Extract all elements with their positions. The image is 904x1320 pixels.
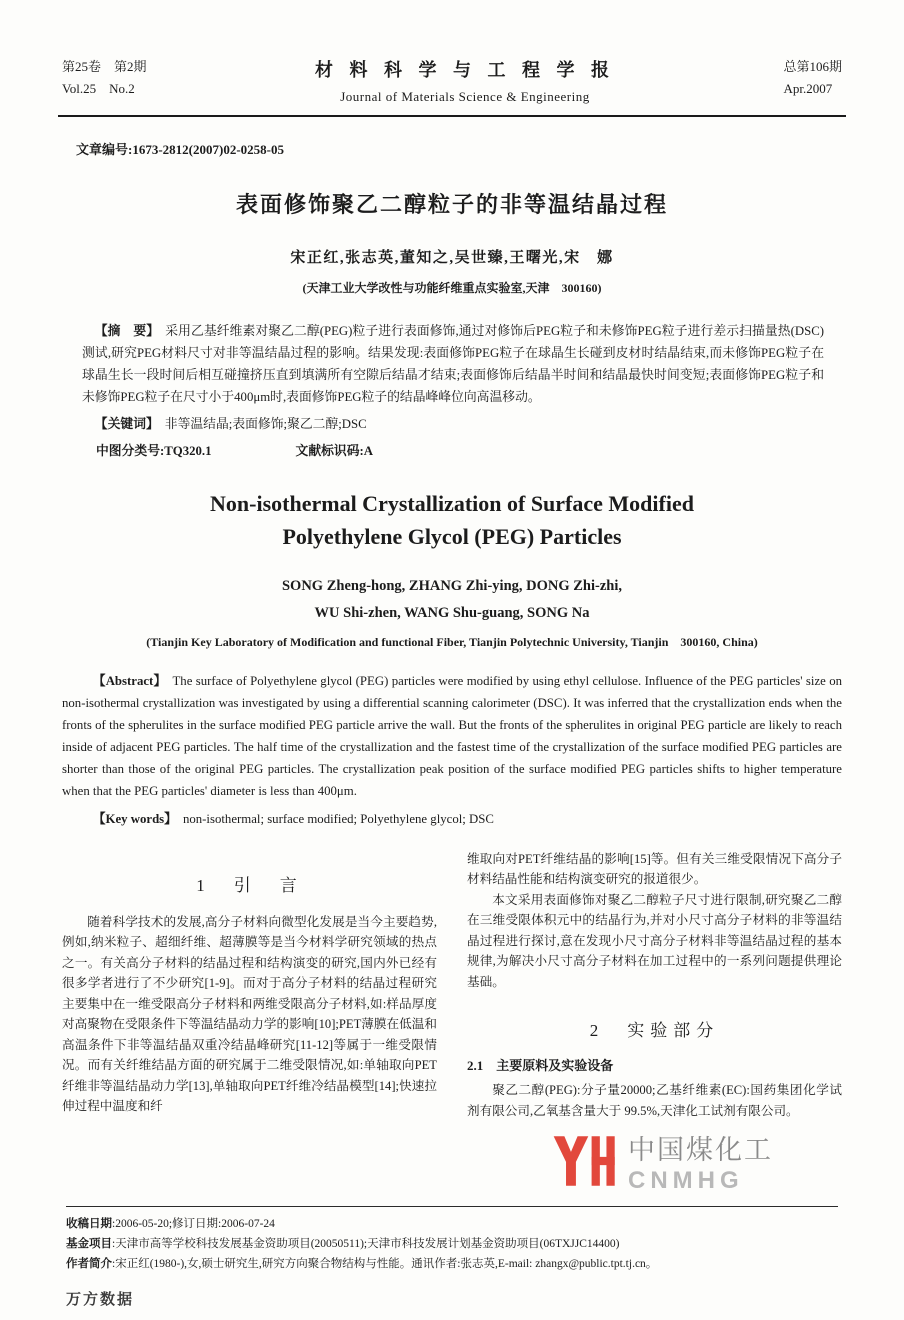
keywords-text-en: non-isothermal; surface modified; Polyethylene glycol; DSC <box>182 811 494 826</box>
journal-header <box>0 0 904 111</box>
watermark <box>548 1120 810 1202</box>
volume-issue-block <box>62 56 147 100</box>
keywords-label-cn: 【关键词】 <box>94 417 159 431</box>
watermark-text-en: CNMHG <box>628 1166 744 1194</box>
watermark-text-block <box>628 1128 773 1195</box>
received-date-line <box>66 1215 838 1235</box>
affiliation-en: (Tianjin Key Laboratory of Modification and functional Fiber, Tianjin Polytechnic University, Tianjin 300160, China) <box>146 634 758 649</box>
left-column <box>62 849 437 1122</box>
abstract-text-cn: 采用乙基纤维素对聚乙二醇(PEG)粒子进行表面修饰,通过对修饰后PEG粒子和未修饰PEG粒子进行差示扫描量热(DSC)测试,研究PEG材料尺寸对非等温结晶过程的影响。结果发现:表面修饰PEG粒子在球晶生长碰到皮材时结晶结束,而未修饰PEG粒子在球晶生长一段时间后相互碰撞挤压直到填满所有空隙后结晶才结束;表面修饰后结晶半时间和结晶最快时间变短;表面修饰PEG粒子和未修饰PEG粒子在尺寸小于400μm时,表面修饰PEG粒子的结晶峰峰位向高温移动。 <box>82 324 824 404</box>
keywords-en <box>62 808 842 827</box>
authors-en-line1: SONG Zheng-hong, ZHANG Zhi-ying, DONG Zhi-zhi, <box>281 578 622 594</box>
abstract-text-en: The surface of Polyethylene glycol (PEG) particles were modified by using ethyl cellulose. Influence of the PEG particles' size on non-isothermal crystallization was investigated by using a differential scanning calorimeter (DSC). It was inferred that the crystallization ends when the fronts of the spherulites in the surface modified PEG particle arrive the wall. But the fronts of the spherulites in original PEG particle are likely to reach inside of adjacent PEG particles. The half time of the crystallization and the fastest time of the crystallization of the surface modified PEG particles are shorter than those of the original PEG particles. The crystallization peak position of the surface modified PEG particles shifts to higher temperature when that the PEG particles' diameter is less than 400μm. <box>62 673 842 798</box>
fund-project-line <box>66 1235 838 1255</box>
section-2-1-heading: 2.1 主要原料及实验设备 <box>467 1058 614 1074</box>
header-rule <box>58 115 846 117</box>
wanfang-data-mark: 万方数据 <box>66 1292 135 1309</box>
issue-block <box>783 56 842 100</box>
authors-en-line2: WU Shi-zhen, WANG Shu-guang, SONG Na <box>314 604 590 621</box>
author-bio-label: 作者简介 <box>66 1257 112 1270</box>
purpose-paragraph: 本文采用表面修饰对聚乙二醇粒子尺寸进行限制,研究聚乙二醇在三维受限体积元中的结晶行为,并对小尺寸高分子材料的非等温结晶过程进行探讨,意在发现小尺寸高分子材料非等温结晶过程的基本规律,为解决小尺寸高分子材料在加工过程中的一系列问题提供理论基础。 <box>467 892 842 989</box>
section-1-heading: 1 引 言 <box>196 875 303 895</box>
keywords-cn <box>82 413 824 432</box>
coal-chem-logo-icon <box>552 1129 618 1193</box>
article-number: 文章编号:1673-2812(2007)02-0258-05 <box>76 142 284 157</box>
journal-title-cn: 材 料 科 学 与 工 程 学 报 <box>315 60 615 80</box>
authors-en <box>0 573 904 627</box>
watermark-text-cn: 中国煤化工 <box>628 1134 773 1165</box>
title-en-line1: Non-isothermal Crystallization of Surface Modified <box>210 491 694 516</box>
title-en-line2: Polyethylene Glycol (PEG) Particles <box>282 524 622 549</box>
footnote-rule <box>66 1206 838 1207</box>
abstract-label-en: 【Abstract】 <box>92 673 167 688</box>
body-columns <box>62 849 842 1122</box>
author-bio-line <box>66 1255 838 1275</box>
abstract-cn <box>82 320 824 408</box>
authors-cn: 宋正红,张志英,董知之,吴世臻,王曙光,宋 娜 <box>290 250 614 266</box>
issue-total: 总第106期 <box>783 59 842 74</box>
author-bio-text: :宋正红(1980-),女,硕士研究生,研究方向聚合物结构与性能。通讯作者:张志英,E-mail: zhangx@public.tpt.tj.cn。 <box>112 1257 658 1270</box>
keywords-label-en: 【Key words】 <box>92 811 177 826</box>
fund-project-text: :天津市高等学校科技发展基金资助项目(20050511);天津市科技发展计划基金资助项目(06TXJJC14400) <box>112 1237 620 1250</box>
title-cn: 表面修饰聚乙二醇粒子的非等温结晶过程 <box>235 192 668 217</box>
issue-date: Apr.2007 <box>783 81 833 97</box>
footnotes <box>66 1206 838 1309</box>
materials-paragraph: 聚乙二醇(PEG):分子量20000;乙基纤维素(EC):国药集团化学试剂有限公司,乙氧基含量大于 99.5%,天津化工试剂有限公司。 <box>467 1083 842 1118</box>
volume-cn: 第25卷 第2期 <box>62 59 147 74</box>
right-column <box>467 849 842 1122</box>
clc-number: 中图分类号:TQ320.1 <box>96 444 212 458</box>
introduction-paragraph: 随着科学技术的发展,高分子材料向微型化发展是当今主要趋势,例如,纳米粒子、超细纤维、超薄膜等是当今材料学研究领域的热点之一。有关高分子材料的结晶过程和结构演变的研究,国内外已经有很多学者进行了不少研究[1-9]。而对于高分子材料的结晶过程研究主要集中在一维受限高分子材料和两维受限高分子材料,如:样品厚度对高聚物在受限条件下等温结晶动力学的影响[10];PET薄膜在低温和高温条件下非等温结晶双重冷结晶峰研究[11-12]等属于一维受限情况。而有关纤维结晶方面的研究属于二维受限情况,如:单轴取向PET纤维非等温结晶动力学[13],单轴取向PET纤维冷结晶模型[14];快速拉伸过程中温度和纤 <box>62 914 437 1114</box>
volume-en: Vol.25 No.2 <box>62 81 135 97</box>
abstract-label-cn: 【摘 要】 <box>94 324 160 338</box>
section-2-heading: 2 实验部分 <box>589 1021 720 1041</box>
introduction-continued-paragraph: 维取向对PET纤维结晶的影响[15]等。但有关三维受限情况下高分子材料结晶性能和结构演变研究的报道很少。 <box>467 851 842 887</box>
clc-line <box>96 440 904 459</box>
journal-title-en: Journal of Materials Science & Engineering <box>340 89 590 104</box>
title-en <box>0 487 904 553</box>
received-date-label: 收稿日期 <box>66 1218 112 1230</box>
journal-title-block <box>147 56 784 105</box>
abstract-en <box>62 670 842 802</box>
doc-code: 文献标识码:A <box>295 444 374 458</box>
received-date-text: :2006-05-20;修订日期:2006-07-24 <box>112 1218 275 1230</box>
affiliation-cn: (天津工业大学改性与功能纤维重点实验室,天津 300160) <box>302 281 602 295</box>
keywords-text-cn: 非等温结晶;表面修饰;聚乙二醇;DSC <box>164 417 367 431</box>
fund-project-label: 基金项目 <box>66 1237 112 1250</box>
